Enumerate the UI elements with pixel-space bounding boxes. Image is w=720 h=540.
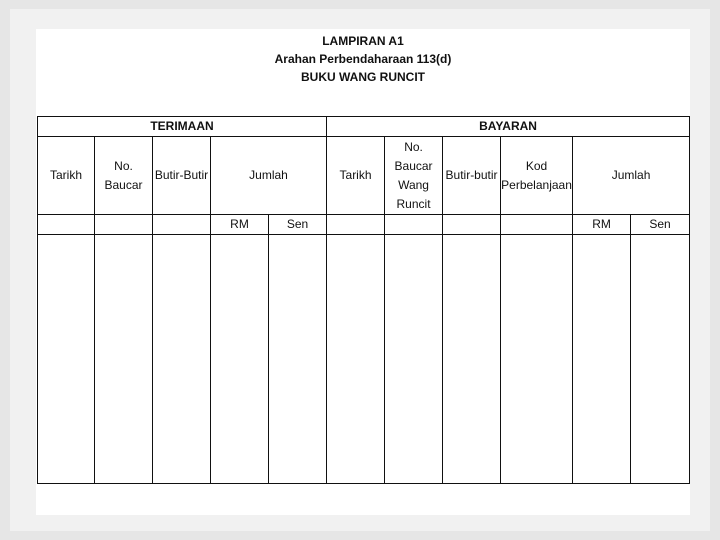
bayaran-no-baucar-line4: Runcit bbox=[396, 196, 431, 211]
bayaran-tarikh-header: Tarikh bbox=[327, 137, 385, 215]
terimaan-jumlah-header: Jumlah bbox=[211, 137, 327, 215]
subheader-row bbox=[38, 215, 690, 235]
book-title: BUKU WANG RUNCIT bbox=[301, 70, 425, 84]
section-header-row bbox=[38, 117, 690, 137]
bayaran-section-header: BAYARAN bbox=[327, 117, 690, 137]
entry-cell bbox=[631, 235, 690, 484]
entry-body-row bbox=[38, 235, 690, 484]
bayaran-kod-line1: Kod bbox=[525, 158, 548, 173]
ledger-sheet bbox=[36, 29, 690, 515]
blank-cell bbox=[327, 215, 385, 235]
terimaan-rm-header: RM bbox=[211, 215, 269, 235]
bayaran-sen-header: Sen bbox=[631, 215, 690, 235]
terimaan-no-baucar-line1: No. bbox=[114, 158, 133, 173]
blank-cell bbox=[153, 215, 211, 235]
directive-reference: Arahan Perbendaharaan 113(d) bbox=[274, 52, 452, 66]
bayaran-no-baucar-header bbox=[385, 137, 443, 215]
terimaan-sen-header: Sen bbox=[269, 215, 327, 235]
entry-cell bbox=[38, 235, 95, 484]
bayaran-kod-header bbox=[501, 137, 573, 215]
entry-cell bbox=[153, 235, 211, 484]
entry-cell bbox=[269, 235, 327, 484]
slide-background bbox=[10, 9, 710, 531]
bayaran-kod-line2: Perbelanjaan bbox=[501, 177, 572, 192]
bayaran-no-baucar-line1: No. bbox=[404, 139, 423, 154]
bayaran-no-baucar-line2: Baucar bbox=[394, 158, 433, 173]
appendix-title: LAMPIRAN A1 bbox=[322, 34, 404, 48]
entry-cell bbox=[385, 235, 443, 484]
blank-cell bbox=[443, 215, 501, 235]
petty-cash-ledger-table bbox=[37, 116, 690, 484]
blank-cell bbox=[95, 215, 153, 235]
entry-cell bbox=[573, 235, 631, 484]
bayaran-butir-header: Butir-butir bbox=[443, 137, 501, 215]
terimaan-tarikh-header: Tarikh bbox=[38, 137, 95, 215]
terimaan-butir-header: Butir-Butir bbox=[153, 137, 211, 215]
bayaran-no-baucar-line3: Wang bbox=[398, 177, 429, 192]
blank-cell bbox=[385, 215, 443, 235]
terimaan-no-baucar-header bbox=[95, 137, 153, 215]
entry-cell bbox=[443, 235, 501, 484]
entry-cell bbox=[211, 235, 269, 484]
bayaran-rm-header: RM bbox=[573, 215, 631, 235]
document-header bbox=[36, 32, 690, 86]
entry-cell bbox=[327, 235, 385, 484]
terimaan-section-header: TERIMAAN bbox=[38, 117, 327, 137]
column-header-row bbox=[38, 137, 690, 215]
entry-cell bbox=[501, 235, 573, 484]
blank-cell bbox=[501, 215, 573, 235]
terimaan-no-baucar-line2: Baucar bbox=[104, 177, 143, 192]
bayaran-jumlah-header: Jumlah bbox=[573, 137, 690, 215]
blank-cell bbox=[38, 215, 95, 235]
entry-cell bbox=[95, 235, 153, 484]
